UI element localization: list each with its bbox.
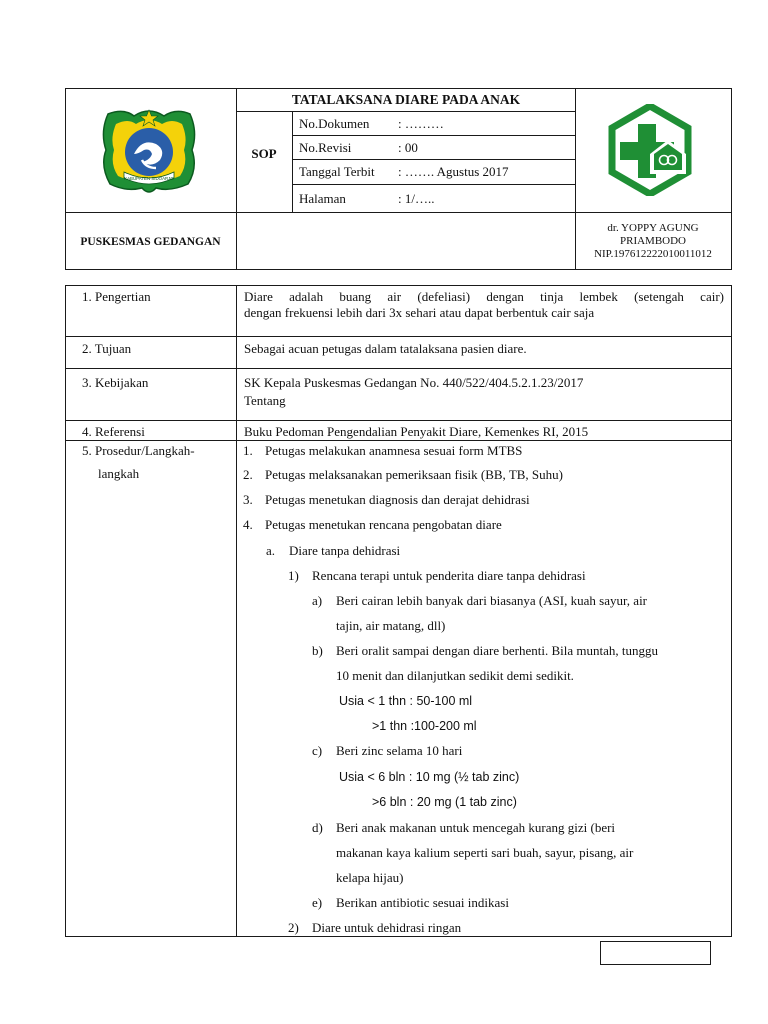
item-b-dose-line-2: >1 thn :100-200 ml xyxy=(372,719,477,733)
signer-nip: NIP.197612222010011012 xyxy=(594,248,712,260)
sub-a-number: a. xyxy=(266,543,276,558)
organization-name: PUSKESMAS GEDANGAN xyxy=(80,236,221,248)
doc-number-value: : ……… xyxy=(398,116,444,131)
item-e-number: e) xyxy=(312,895,323,910)
section-3-label: 3. Kebijakan xyxy=(82,375,149,390)
item-d-text-line-1: Beri anak makanan untuk mencegah kurang gizi (beri xyxy=(336,820,616,835)
footer-empty-box xyxy=(600,941,711,965)
step-1-text: Petugas melakukan anamnesa sesuai form MTBS xyxy=(265,443,523,458)
step-2-number: 2. xyxy=(243,467,253,482)
revision-label: No.Revisi xyxy=(299,140,352,155)
revision-value: : 00 xyxy=(398,140,418,155)
step-4-text: Petugas menetukan rencana pengobatan diare xyxy=(265,517,502,532)
plan-2-number: 2) xyxy=(288,920,299,935)
section-5-label-line-1: 5. Prosedur/Langkah- xyxy=(82,443,195,458)
signer-name-line-1: dr. YOPPY AGUNG xyxy=(607,222,699,234)
section-2-text: Sebagai acuan petugas dalam tatalaksana pasien diare. xyxy=(244,341,527,356)
section-2-label: 2. Tujuan xyxy=(82,341,132,356)
item-b-number: b) xyxy=(312,643,323,658)
item-c-dose-line-2: >6 bln : 20 mg (1 tab zinc) xyxy=(372,795,517,809)
section-5-label-line-2: langkah xyxy=(98,466,140,481)
section-4-text: Buku Pedoman Pengendalian Penyakit Diare, Kemenkes RI, 2015 xyxy=(244,424,589,439)
item-d-text-line-3: kelapa hijau) xyxy=(336,870,404,885)
document-title: TATALAKSANA DIARE PADA ANAK xyxy=(291,92,521,107)
plan-1-text: Rencana terapi untuk penderita diare tanpa dehidrasi xyxy=(312,568,586,583)
item-b-text-line-2: 10 menit dan dilanjutkan sedikit demi sedikit. xyxy=(336,668,574,683)
section-4-label: 4. Referensi xyxy=(82,424,145,439)
plan-2-text: Diare untuk dehidrasi ringan xyxy=(312,920,462,935)
step-1-number: 1. xyxy=(243,443,253,458)
item-b-dose-line-1: Usia < 1 thn : 50-100 ml xyxy=(339,694,473,708)
section-1-label: 1. Pengertian xyxy=(82,289,151,304)
step-3-text: Petugas menetukan diagnosis dan derajat dehidrasi xyxy=(265,492,530,507)
page-value: : 1/….. xyxy=(398,191,435,206)
step-2-text: Petugas melaksanakan pemeriksaan fisik (BB, TB, Suhu) xyxy=(265,467,563,482)
section-3-text-line-1: SK Kepala Puskesmas Gedangan No. 440/522/404.5.2.1.23/2017 xyxy=(244,375,584,390)
item-a-text-line-1: Beri cairan lebih banyak dari biasanya (ASI, kuah sayur, air xyxy=(336,593,648,608)
step-4-number: 4. xyxy=(243,517,253,532)
plan-1-number: 1) xyxy=(288,568,299,583)
item-b-text-line-1: Beri oralit sampai dengan diare berhenti. Bila muntah, tunggu xyxy=(336,643,659,658)
page-label: Halaman xyxy=(299,191,346,206)
puskesmas-logo xyxy=(604,104,696,196)
section-1-text-line-1: Diare adalah buang air (defeliasi) dengan tinja lembek (setengah cair) xyxy=(244,289,724,304)
doc-number-label: No.Dokumen xyxy=(299,116,370,131)
item-e-text: Berikan antibiotic sesuai indikasi xyxy=(336,895,509,910)
section-3-text-line-2: Tentang xyxy=(244,393,286,408)
sub-a-text: Diare tanpa dehidrasi xyxy=(289,543,401,558)
item-d-number: d) xyxy=(312,820,323,835)
section-1-text-line-2: dengan frekuensi lebih dari 3x sehari atau dapat berbentuk cair saja xyxy=(244,305,595,320)
item-a-number: a) xyxy=(312,593,323,608)
item-a-text-line-2: tajin, air matang, dll) xyxy=(336,618,446,633)
sop-label: SOP xyxy=(251,146,277,161)
step-3-number: 3. xyxy=(243,492,253,507)
issue-date-value: : ……. Agustus 2017 xyxy=(398,164,509,179)
item-c-dose-line-1: Usia < 6 bln : 10 mg (½ tab zinc) xyxy=(339,770,520,784)
item-c-text: Beri zinc selama 10 hari xyxy=(336,743,463,758)
regency-emblem-logo xyxy=(94,102,204,198)
signer-name-line-2: PRIAMBODO xyxy=(619,235,686,247)
logo-banner-text: KABUPATEN SIDOARJO xyxy=(124,176,174,181)
item-c-number: c) xyxy=(312,743,323,758)
item-d-text-line-2: makanan kaya kalium seperti sari buah, sayur, pisang, air xyxy=(336,845,634,860)
issue-date-label: Tanggal Terbit xyxy=(299,164,375,179)
